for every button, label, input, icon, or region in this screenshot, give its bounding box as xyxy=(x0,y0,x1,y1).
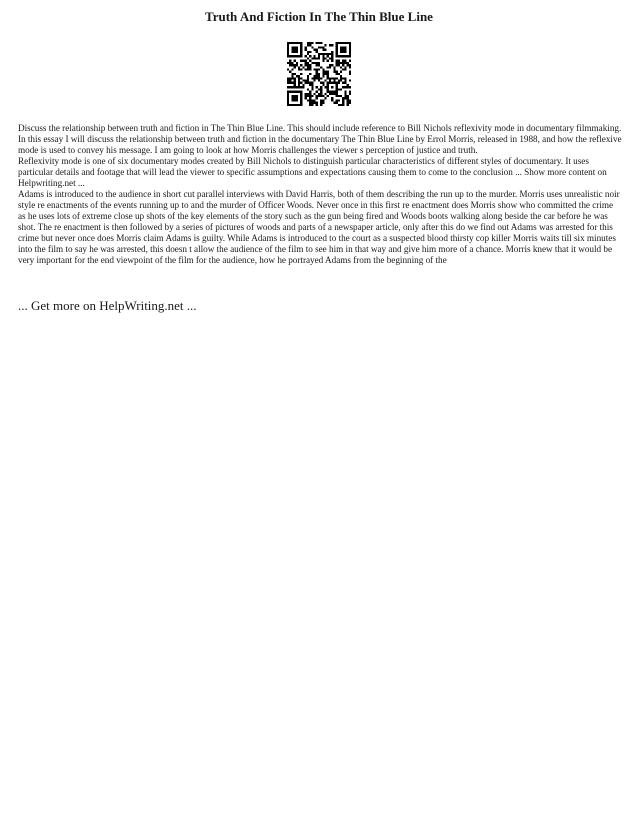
document-body xyxy=(18,123,622,266)
paragraph-reflexivity: Reflexivity mode is one of six documentary modes created by Bill Nichols to distinguish particular characteristics of different styles of documentary. It uses particular details and footage that will lead the viewer to specific assumptions and expectations causing them to come to the conclusion ... Show more content on Helpwriting.net ... xyxy=(18,156,607,188)
qr-code-icon xyxy=(287,42,351,106)
document-title: Truth And Fiction In The Thin Blue Line xyxy=(205,9,433,24)
paragraph-thesis: In this essay I will discuss the relationship between truth and fiction in the documentary The Thin Blue Line by Errol Morris, released in 1988, and how the reflexive mode is used to convey his message. I am going to look at how Morris challenges the viewer s perception of justice and truth. xyxy=(18,134,622,155)
get-more-link[interactable]: ... Get more on HelpWriting.net ... xyxy=(18,298,197,313)
paragraph-adams: Adams is introduced to the audience in short cut parallel interviews with David Harris, both of them describing the run up to the murder. Morris uses unrealistic noir style re enactments of the events running up to and the murder of Officer Woods. Never once in this first re enactment does Morris show who committed the crime as he uses lots of extreme close up shots of the key elements of the story such as the gun being fired and Woods boots walking along beside the car before he was shot. The re enactment is then followed by a series of pictures of woods and parts of a newspaper article, only after this do we find out Adams was arrested for this crime but never once does Morris claim Adams is guilty. While Adams is introduced to the court as a suspected blood thirsty cop killer Morris waits till six minutes into the film to say he was arrested, this doesn t allow the audience of the film to see him in that way and give him more of a chance. Morris knew that it would be very important for the end viewpoint of the film for the audience, how he portrayed Adams from the beginning of the xyxy=(18,189,620,265)
paragraph-intro: Discuss the relationship between truth and fiction in The Thin Blue Line. This should include reference to Bill Nichols reflexivity mode in documentary filmmaking. xyxy=(18,123,622,133)
